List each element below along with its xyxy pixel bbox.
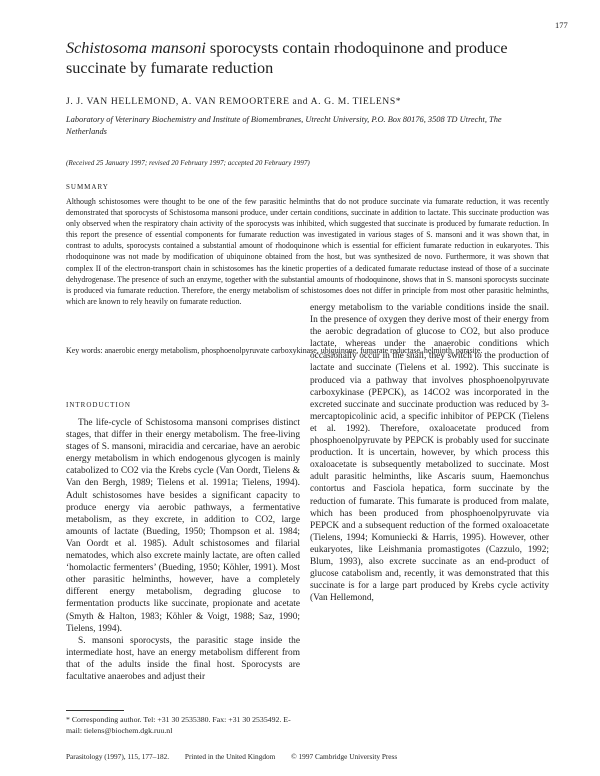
footnote-divider — [66, 710, 124, 711]
received-dates: (Received 25 January 1997; revised 20 February 1997; accepted 20 February 1997) — [66, 159, 310, 167]
intro-paragraph-2: S. mansoni sporocysts, the parasitic stage inside the intermediate host, have an energy metabolism different from that of the adults inside the final host. Sporocysts are facultative anaerobes and adjust their — [66, 635, 300, 682]
page-number: 177 — [555, 20, 568, 30]
affiliation: Laboratory of Veterinary Biochemistry and Institute of Biomembranes, Utrecht University, P.O. Box 80176, 3508 TD Utrecht, The Netherlands — [66, 115, 502, 136]
summary-heading: SUMMARY — [66, 183, 109, 191]
left-column — [66, 417, 300, 683]
authors: J. J. VAN HELLEMOND, A. VAN REMOORTERE and A. G. M. TIELENS* — [66, 96, 402, 107]
intro-paragraph-1: The life-cycle of Schistosoma mansoni comprises distinct stages, that differ in their energy metabolism. The free-living stages of S. mansoni, miracidia and cercariae, have an aerobic energy metabolism in which endogenous glycogen is mainly catabolized to CO2 via the Krebs cycle (Van Oordt, Tielens & Van den Bergh, 1989; Tielens et al. 1991a; Tielens, 1994). Adult schistosomes have besides a significant capacity to produce energy via aerobic pathways, a fermentative metabolism, as they excrete, in addition to CO2, large amounts of lactate (Bueding, 1950; Thompson et al. 1984; Van Oordt et al. 1985). Adult schistosomes and filarial nematodes, which also excrete mainly lactate, are often called ‘homolactic fermenters’ (Bueding, 1950; Köhler, 1991). Most other parasitic helminths, however, have a completely different energy metabolism, degrading glucose to fermentation products like succinate, propionate and acetate (Smyth & Halton, 1983; Köhler & Voigt, 1988; Saz, 1990; Tielens, 1994). — [66, 418, 300, 634]
right-column-text: energy metabolism to the variable conditions inside the snail. In the presence of oxygen they derive most of their energy from the aerobic degradation of glucose to CO2, but also produce lactate, whereas under the anaerobic conditions which occasionally occur in the snail, they switch to the production of lactate and succinate (Tielens et al. 1992). This succinate is produced via a pathway that involves phosphoenolpyruvate carboxykinase (PEPCK), as 14CO2 was incorporated in the excreted succinate and succinate production was reduced by 3-mercaptopicolinic acid, a specific inhibitor of PEPCK (Tielens et al. 1992). Therefore, oxaloacetate produced from phosphoenolpyruvate by PEPCK is probably used for succinate production. It is uncertain, however, by which process this oxaloacetate is subsequently metabolized to succinate. Most adult parasitic helminths, like Ascaris suum, Haemonchus contortus and Fasciola hepatica, form succinate by the reduction of fumarate. This fumarate is produced from malate, which has been produced from phosphoenolpyruvate via PEPCK and a subsequent reduction of the formed oxaloacetate (Tielens, 1994; Komuniecki & Harris, 1995). However, other eukaryotes, like Leishmania promastigotes (Cazzulo, 1992; Blum, 1993), also excrete succinate as an end-product of glucose catabolism and, recently, it was demonstrated that this succinate is for a large part produced by Krebs cycle activity (Van Hellemond, — [310, 303, 549, 604]
page-footer — [66, 752, 411, 761]
title-rest: sporocysts contain rhodoquinone and produce succinate by fumarate reduction — [66, 39, 508, 77]
article-title — [66, 38, 556, 78]
introduction-heading: INTRODUCTION — [66, 401, 131, 409]
summary-text: Although schistosomes were thought to be one of the few parasitic helminths that do not produce succinate via fumarate reduction, it was recently demonstrated that sporocysts of Schistosoma mansoni produce, under certain conditions, succinate in addition to lactate. This succinate production was only observed when the respiratory chain activity of the sporocysts was inhibited, which suggested that succinate is produced by fumarate reduction. In this report the presence of essential components for fumarate reduction was investigated in various stages of S. mansoni and it was shown that, in contrast to adults, sporocysts contained a substantial amount of rhodoquinone which is essential for efficient fumarate reduction in eukaryotes. This rhodoquinone was not made by modification of ubiquinone obtained from the host, but was synthesized de novo. Furthermore, it was shown that complex II of the electron-transport chain in schistosomes has the kinetic properties of a dedicated fumarate reductase instead of those of a succinate dehydrogenase. The presence of such an enzyme, together with the substantial amounts of rhodoquinone, shows that in S. mansoni sporocysts succinate is produced via fumarate reduction. Therefore, the energy metabolism of schistosomes does not differ in principle from most other parasitic helminths, which are known to rely heavily on fumarate reduction. — [66, 197, 549, 306]
right-column — [310, 302, 549, 604]
footer-journal: Parasitology (1997), 115, 177–182. — [66, 752, 170, 761]
footer-printed: Printed in the United Kingdom — [184, 752, 276, 761]
keywords: Key words: anaerobic energy metabolism, phosphoenolpyruvate carboxykinase, ubiquinone, fumarate reductase, helminth, parasite. — [66, 346, 483, 355]
footer-copyright: © 1997 Cambridge University Press — [291, 752, 398, 761]
title-species: Schistosoma mansoni — [66, 39, 206, 57]
footnote: * Corresponding author. Tel: +31 30 2535380. Fax: +31 30 2535492. E-mail: tielens@biochem.dgk.ruu.nl — [66, 715, 291, 735]
